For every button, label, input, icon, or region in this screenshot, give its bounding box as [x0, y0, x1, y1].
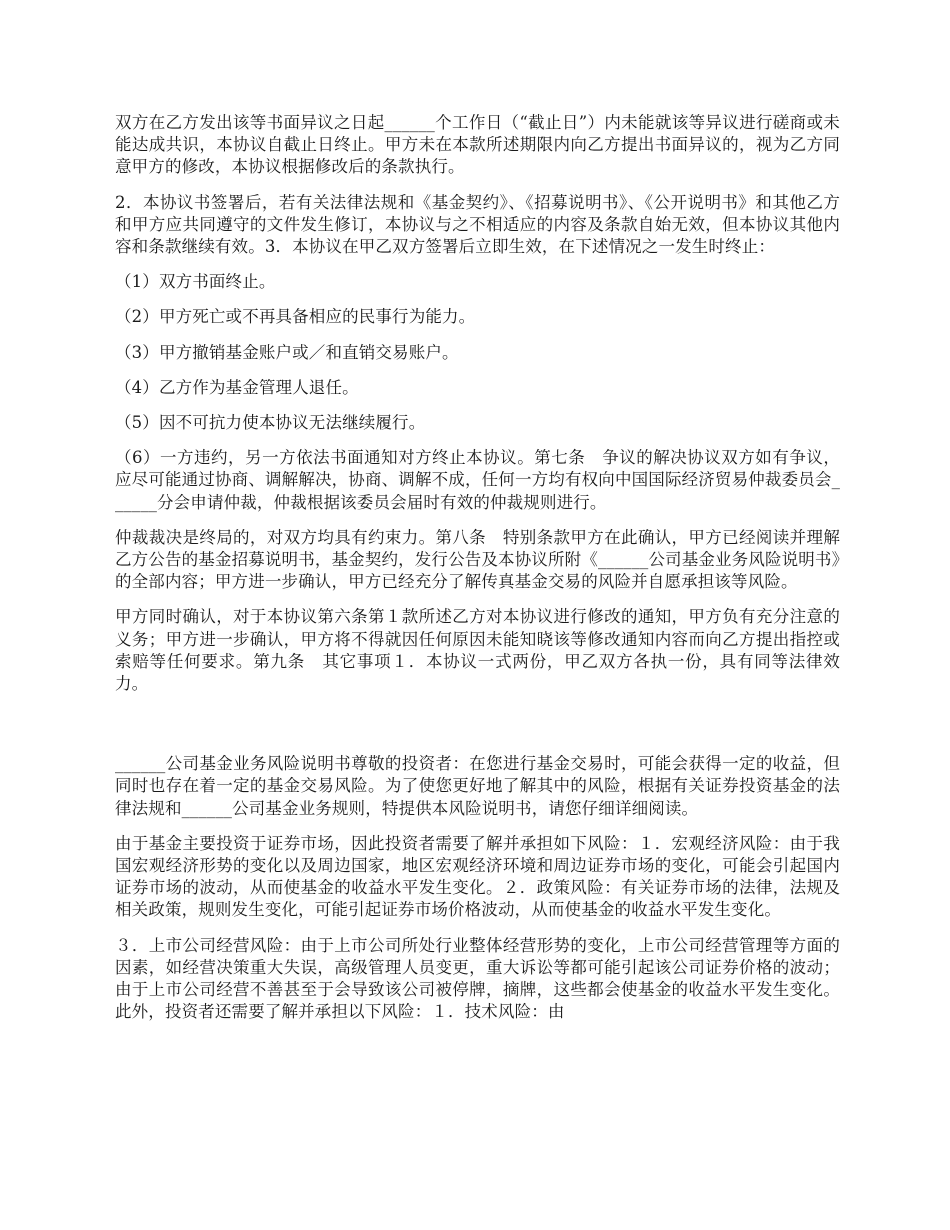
- paragraph-special-terms: 仲裁裁决是终局的，对双方均具有约束力。第八条 特别条款甲方在此确认，甲方已经阅读并理解乙方公告的基金招募说明书，基金契约，发行公告及本协议所附《______公司基金业务风险说明书》的全部内容；甲方进一步确认，甲方已经充分了解传真基金交易的风险并自愿承担该等风险。: [115, 527, 840, 592]
- paragraph-risk-intro: ______公司基金业务风险说明书尊敬的投资者：在您进行基金交易时，可能会获得一定的收益，但同时也存在着一定的基金交易风险。为了使您更好地了解其中的风险，根据有关证券投资基金的法律法规和______公司基金业务规则，特提供本风险说明书，请您仔细详细阅读。: [115, 754, 840, 818]
- paragraph-termination-4: （4）乙方作为基金管理人退任。: [115, 377, 359, 397]
- section-divider: [115, 708, 840, 753]
- paragraph-other-matters: 甲方同时确认，对于本协议第六条第１款所述乙方对本协议进行修改的通知，甲方负有充分注意的义务；甲方进一步确认，甲方将不得就因任何原因未能知晓该等修改通知内容而向乙方提出指控或索赔等任何要求。第九条 其它事项１．本协议一式两份，甲乙双方各执一份，具有同等法律效力。: [115, 607, 840, 694]
- paragraph-objection-deadline: 双方在乙方发出该等书面异议之日起______个工作日（“截止日”）内未能就该等异议进行磋商或未能达成共识，本协议自截止日终止。甲方未在本款所述期限内向乙方提出书面异议的，视为乙方同意甲方的修改，本协议根据修改后的条款执行。: [115, 113, 840, 177]
- paragraph-termination-3: （3）甲方撤销基金账户或／和直销交易账户。: [115, 342, 459, 362]
- paragraph-dispute-resolution: （6）一方违约，另一方依法书面通知对方终止本协议。第七条 争议的解决协议双方如有争议，应尽可能通过协商、调解解决，协商、调解不成，任何一方均有权向中国国际经济贸易仲裁委员会______分会申请仲裁，仲裁根据该委员会届时有效的仲裁规则进行。: [115, 448, 840, 512]
- paragraph-market-risk: 由于基金主要投资于证券市场，因此投资者需要了解并承担如下风险：１．宏观经济风险：由于我国宏观经济形势的变化以及周边国家，地区宏观经济环境和周边证券市场的变化，可能会引起国内证券市场的波动，从而使基金的收益水平发生变化。２．政策风险：有关证券市场的法律，法规及相关政策，规则发生变化，可能引起证券市场价格波动，从而使基金的收益水平发生变化。: [115, 833, 840, 920]
- paragraph-termination-2: （2）甲方死亡或不再具备相应的民事行为能力。: [115, 307, 476, 327]
- paragraph-law-revision: 2．本协议书签署后，若有关法律法规和《基金契约》、《招募说明书》、《公开说明书》和其他乙方和甲方应共同遵守的文件发生修订，本协议与之不相适应的内容及条款自始无效，但本协议其他内容和条款继续有效。3．本协议在甲乙双方签署后立即生效，在下述情况之一发生时终止：: [115, 192, 840, 257]
- paragraph-termination-1: （1）双方书面终止。: [115, 272, 276, 292]
- paragraph-termination-5: （5）因不可抗力使本协议无法继续履行。: [115, 413, 426, 433]
- paragraph-company-risk: ３．上市公司经营风险：由于上市公司所处行业整体经营形势的变化，上市公司经营管理等方面的因素，如经营决策重大失误，高级管理人员变更，重大诉讼等都可能引起该公司证券价格的波动；由于上市公司经营不善甚至于会导致该公司被停牌，摘牌，这些都会使基金的收益水平发生变化。此外，投资者还需要了解并承担以下风险：１．技术风险：由: [115, 935, 840, 1022]
- document-page: [115, 112, 840, 1037]
